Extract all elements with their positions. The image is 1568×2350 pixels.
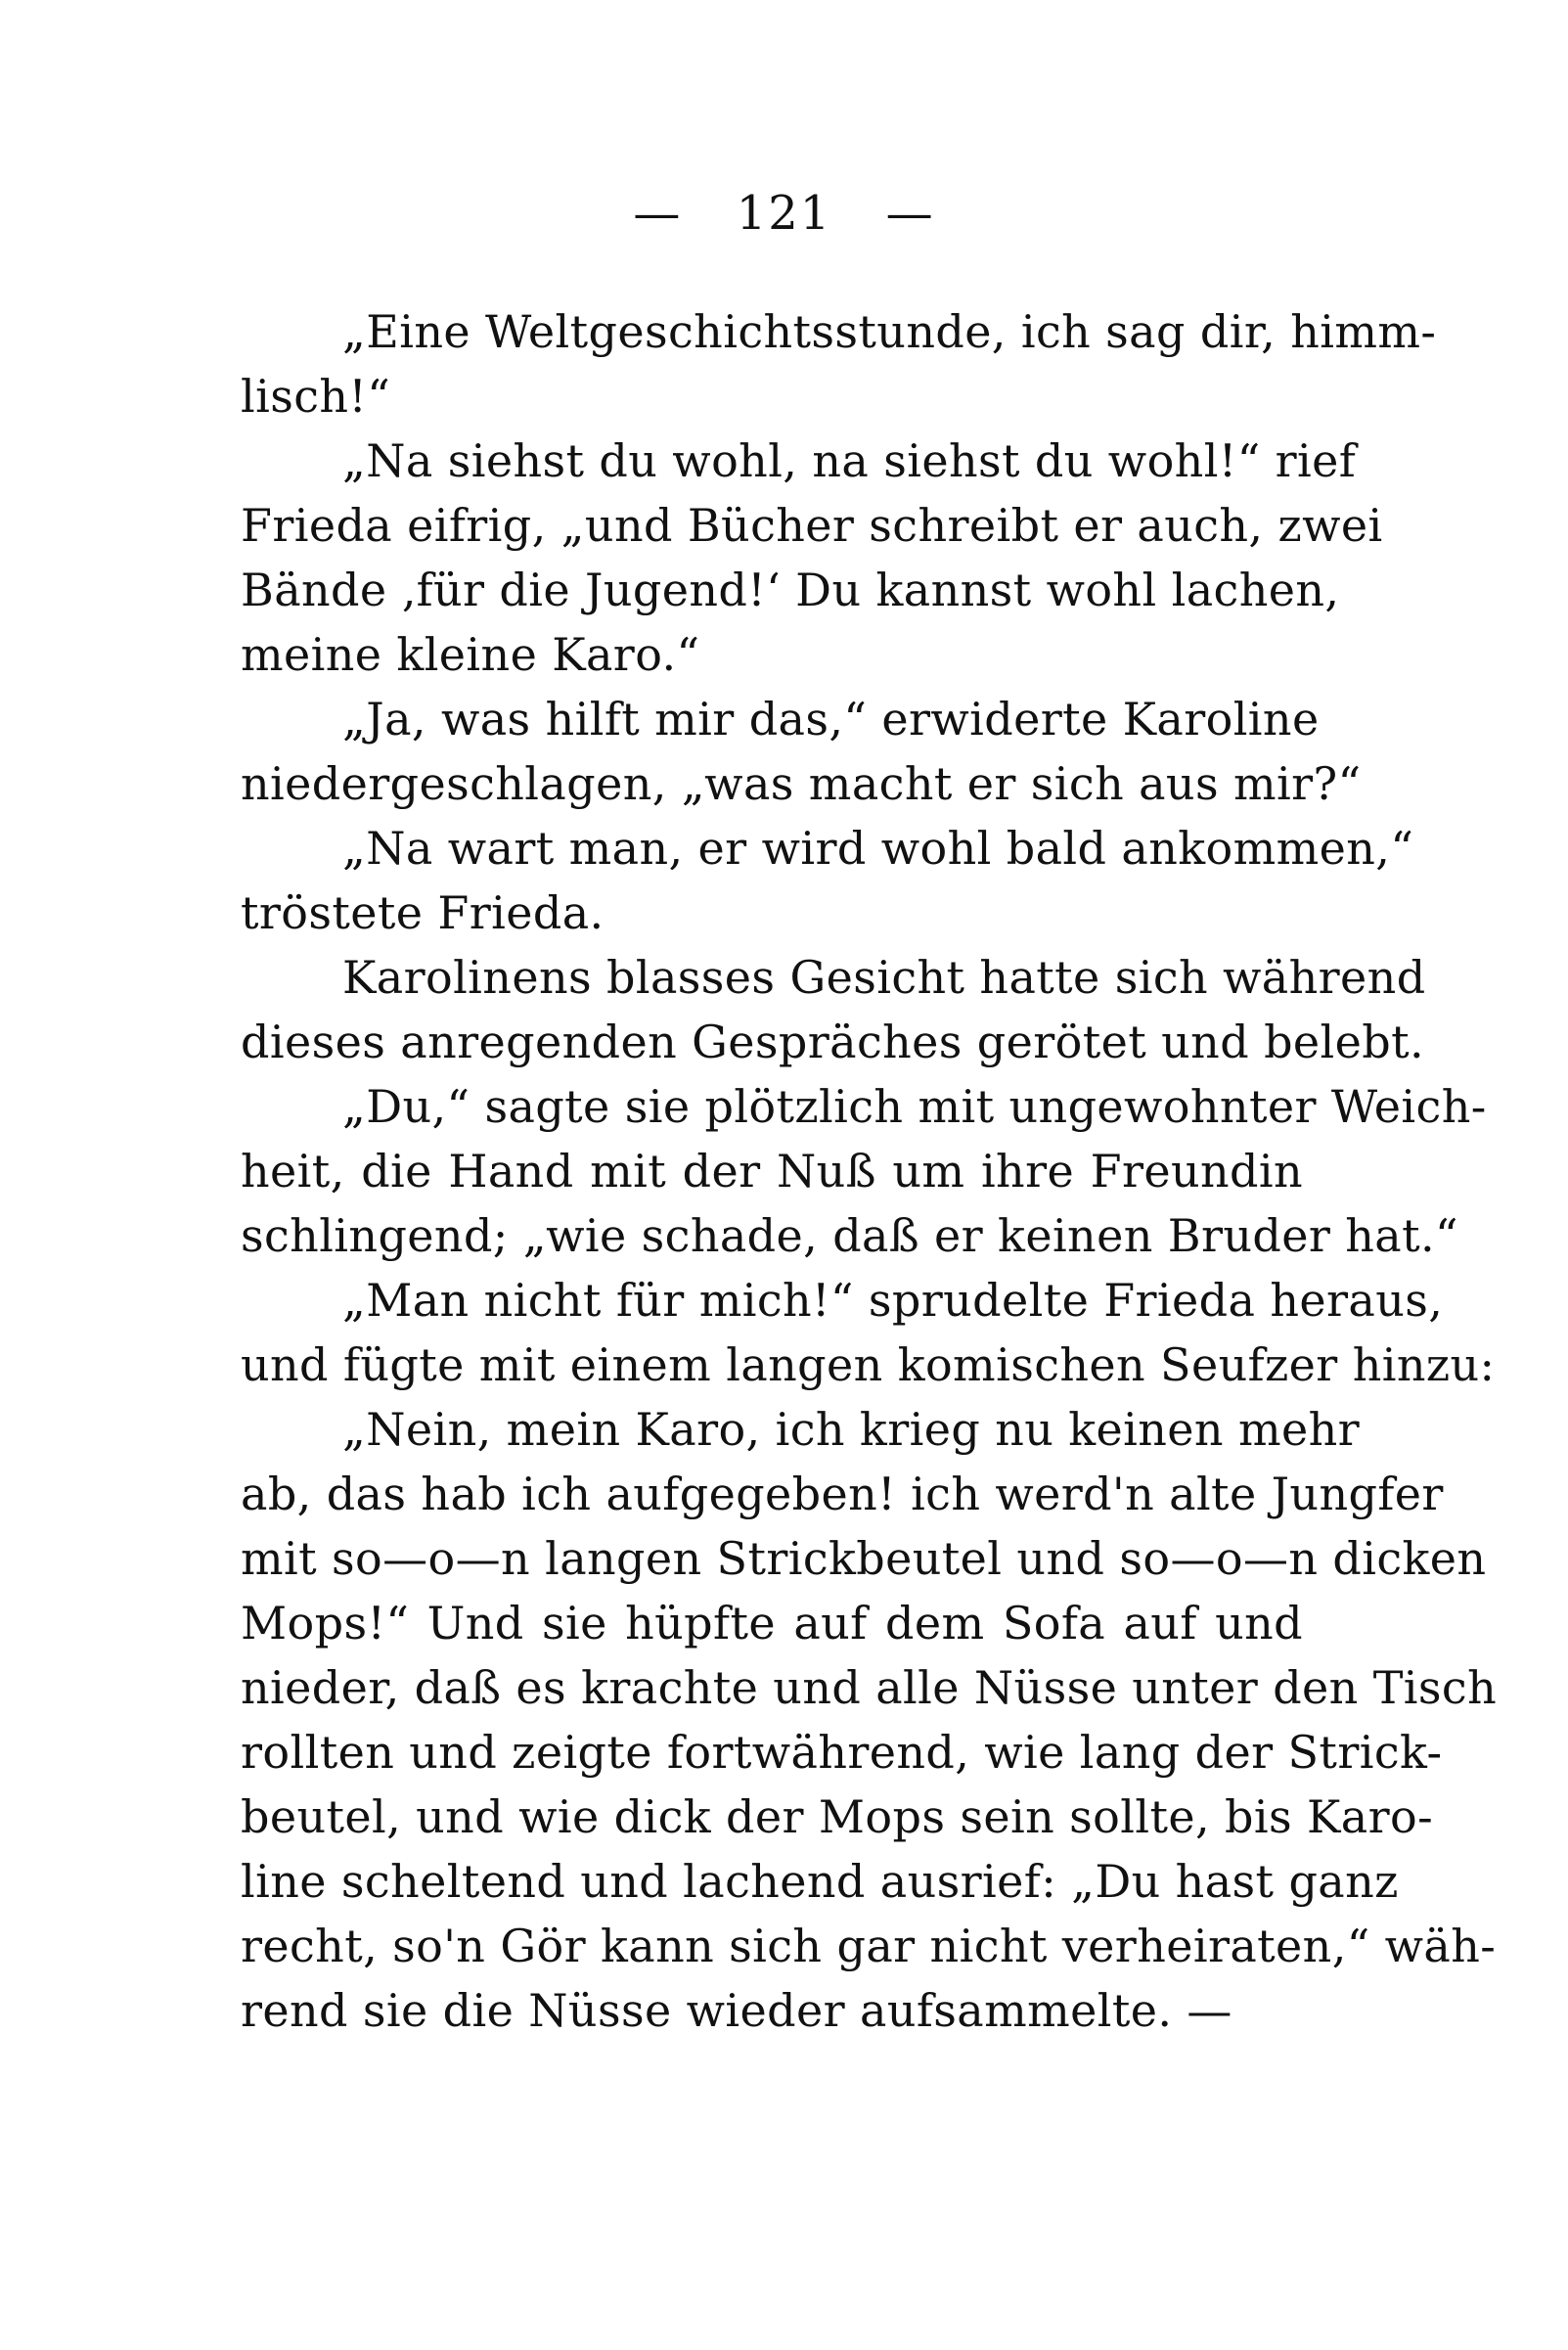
text-line: schlingend; „wie schade, daß er keinen Bruder hat.“ [241,1209,1458,1262]
text-line: niedergeschlagen, „was macht er sich aus mir?“ [241,757,1362,810]
text-line: „Na siehst du wohl, na siehst du wohl!“ rief [342,434,1357,487]
text-line: rollten und zeigte fortwährend, wie lang der Strick- [241,1726,1443,1779]
text-line: Mops!“ Und sie hüpfte auf dem Sofa auf und [241,1597,1303,1650]
text-line: „Man nicht für mich!“ sprudelte Frieda heraus, [342,1274,1444,1327]
text-line: lisch!“ [241,370,391,423]
text-line: „Na wart man, er wird wohl bald ankommen,“ [342,822,1414,875]
text-line: mit so—o—n langen Strickbeutel und so—o—n dicken [241,1532,1487,1585]
text-line: dieses anregenden Gespräches gerötet und belebt. [241,1016,1425,1068]
text-line: und fügte mit einem langen komischen Seufzer hinzu: [241,1338,1496,1391]
text-line: meine kleine Karo.“ [241,628,700,681]
text-line: Karolinens blasses Gesicht hatte sich während [342,951,1426,1004]
text-line: Frieda eifrig, „und Bücher schreibt er auch, zwei [241,499,1383,552]
text-line: line scheltend und lachend ausrief: „Du hast ganz [241,1855,1399,1908]
text-line: recht, so'n Gör kann sich gar nicht verheiraten,“ wäh- [241,1920,1497,1972]
text-line: tröstete Frieda. [241,886,605,939]
page-header [0,184,1568,243]
text-line: „Du,“ sagte sie plötzlich mit ungewohnter Weich- [342,1080,1487,1133]
text-line: ab, das hab ich aufgegeben! ich werd'n alte Jungfer [241,1468,1444,1520]
header-dash-right: — [885,186,935,241]
text-line: heit, die Hand mit der Nuß um ihre Freundin [241,1145,1303,1198]
text-line: „Eine Weltgeschichtsstunde, ich sag dir, himm- [342,305,1437,358]
page-number: 121 [736,186,832,241]
text-line: rend sie die Nüsse wieder aufsammelte. — [241,1984,1232,2037]
header-dash-left: — [633,186,683,241]
text-line: Bände ‚für die Jugend!‘ Du kannst wohl lachen, [241,564,1340,616]
text-line: nieder, daß es krachte und alle Nüsse unter den Tisch [241,1661,1498,1714]
text-line: beutel, und wie dick der Mops sein sollte, bis Karo- [241,1790,1434,1843]
text-line: „Ja, was hilft mir das,“ erwiderte Karoline [342,693,1320,746]
text-line: „Nein, mein Karo, ich krieg nu keinen mehr [342,1403,1361,1456]
